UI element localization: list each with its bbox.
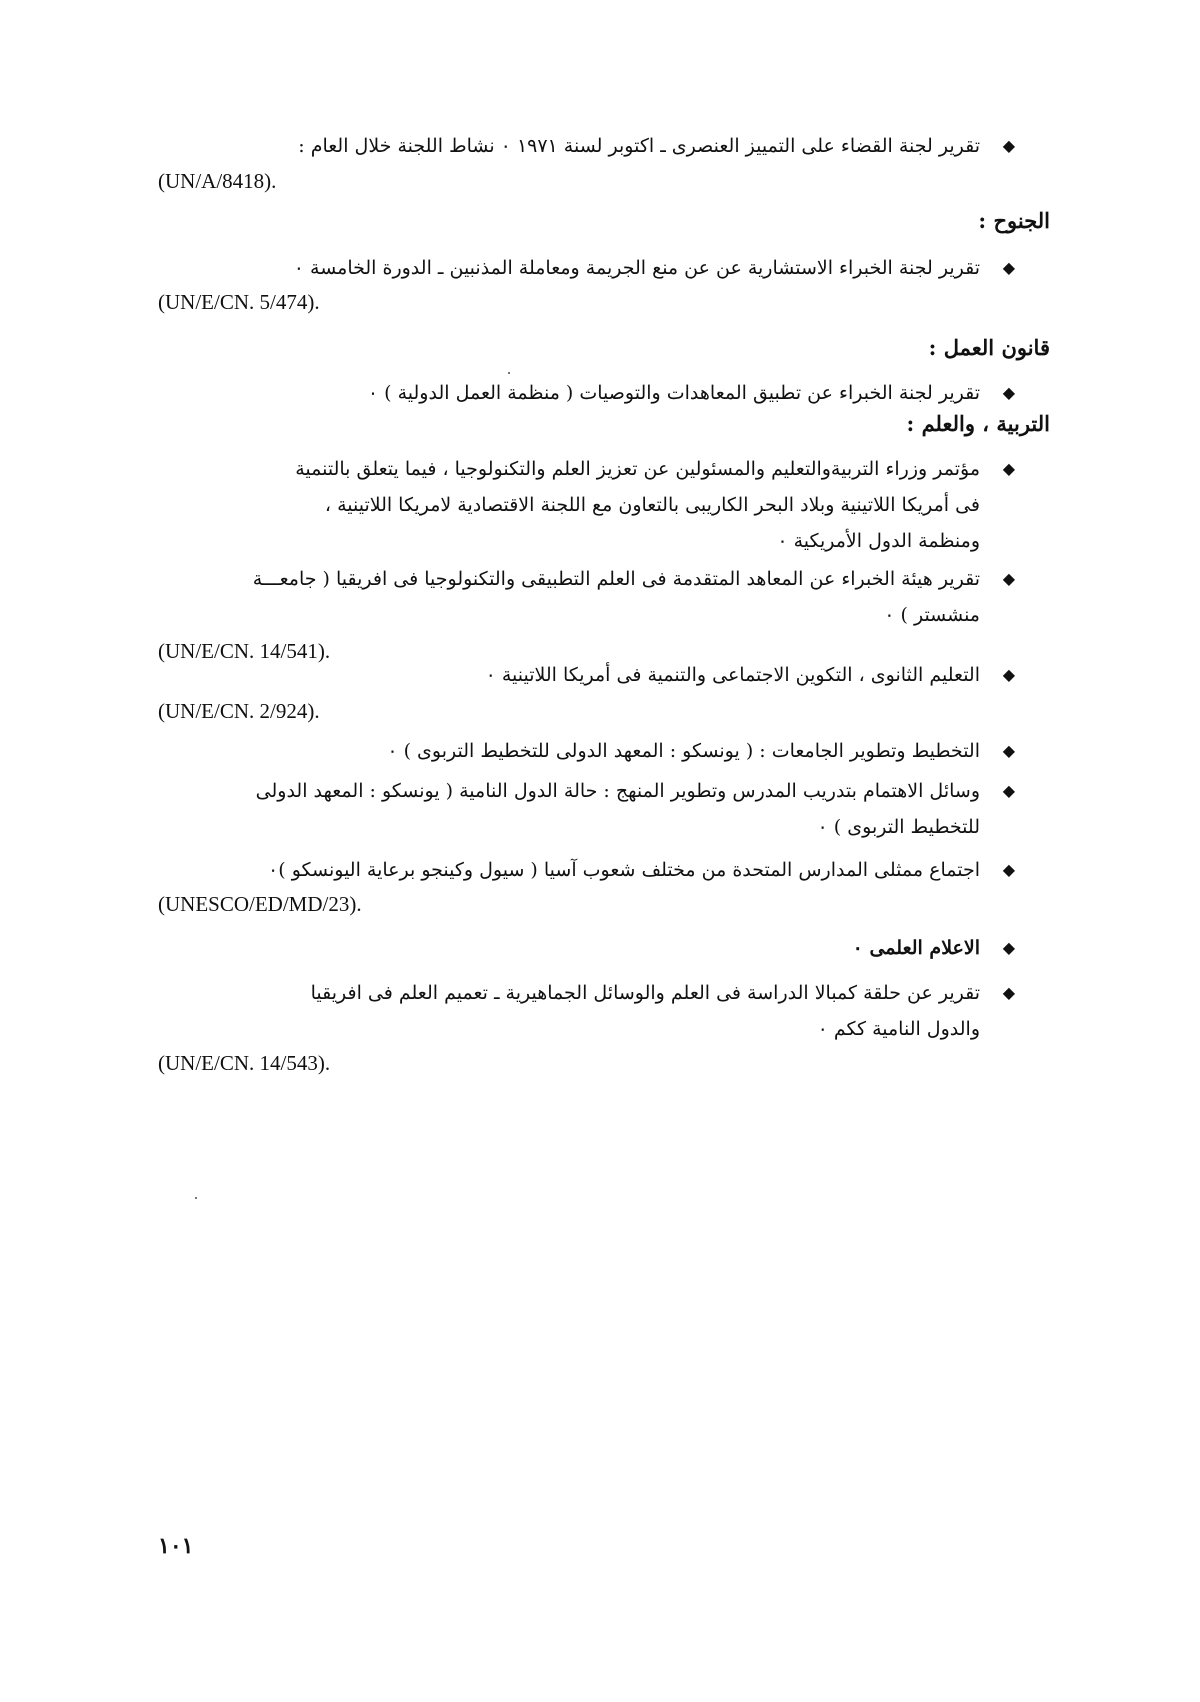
entry-line: فى أمريكا اللاتينية وبلاد البحر الكاريبى بالتعاون مع اللجنة الاقتصادية لامريكا اللاتينية ، [324,494,980,516]
entry-line: اجتماع ممثلى المدارس المتحدة من مختلف شعوب آسيا ( سيول وكينجو برعاية اليونسكو )٠ [268,859,980,881]
bullet-icon: ◆ [1002,665,1015,684]
page-number: ١٠١ [158,1533,194,1559]
reference-code: (UN/E/CN. 2/924). [158,699,320,723]
reference-code: (UN/A/8418). [158,169,277,193]
scan-speck [195,1197,197,1199]
entry-line: تقرير لجنة الخبراء الاستشارية عن عن منع الجريمة ومعاملة المذنبين ـ الدورة الخامسة ٠ [293,257,980,279]
section-heading: التربية ، والعلم : [906,411,1050,436]
entry-line: تقرير هيئة الخبراء عن المعاهد المتقدمة فى العلم التطبيقى والتكنولوجيا فى افريقيا ( جامعـــة [252,568,980,590]
bullet-icon: ◆ [1002,569,1015,588]
entry-line: منشستر ) ٠ [884,604,980,626]
entry-line: ومنظمة الدول الأمريكية ٠ [777,530,980,552]
entry-line: للتخطيط التربوى ) ٠ [817,816,980,838]
entry-line: التعليم الثانوى ، التكوين الاجتماعى والتنمية فى أمريكا اللاتينية ٠ [485,664,980,686]
entry-line: والدول النامية ككم ٠ [817,1018,980,1040]
section-heading: قانون العمل : [928,335,1050,360]
bullet-icon: ◆ [1002,258,1015,277]
reference-code: (UN/E/CN. 14/541). [158,639,331,663]
entry-line: تقرير لجنة الخبراء عن تطبيق المعاهدات والتوصيات ( منظمة العمل الدولية ) ٠ [367,382,980,404]
entry-line: تقرير عن حلقة كمبالا الدراسة فى العلم والوسائل الجماهيرية ـ تعميم العلم فى افريقيا [310,982,980,1004]
entry-line: التخطيط وتطوير الجامعات : ( يونسكو : المعهد الدولى للتخطيط التربوى ) ٠ [387,740,980,762]
entry-line-bold: الاعلام العلمى ٠ [852,937,980,959]
entry-line: تقرير لجنة القضاء على التمييز العنصرى ـ اكتوبر لسنة ١٩٧١ ٠ نشاط اللجنة خلال العام : [298,135,980,157]
bullet-icon: ◆ [1002,781,1015,800]
bullet-icon: ◆ [1002,383,1015,402]
reference-code: (UNESCO/ED/MD/23). [158,892,362,916]
bullet-icon: ◆ [1002,459,1015,478]
reference-code: (UN/E/CN. 5/474). [158,290,320,314]
scan-speck [508,372,510,374]
bullet-icon: ◆ [1002,741,1015,760]
bullet-icon: ◆ [1002,938,1015,957]
bullet-icon: ◆ [1002,860,1015,879]
entry-line: وسائل الاهتمام بتدريب المدرس وتطوير المنهج : حالة الدول النامية ( يونسكو : المعهد الدولى [255,780,980,802]
entry-line: مؤتمر وزراء التربيةوالتعليم والمسئولين عن تعزيز العلم والتكنولوجيا ، فيما يتعلق بالتنمية [295,458,980,480]
bullet-icon: ◆ [1002,983,1015,1002]
section-heading: الجنوح : [978,208,1050,233]
reference-code: (UN/E/CN. 14/543). [158,1051,331,1075]
bullet-icon: ◆ [1002,136,1015,155]
